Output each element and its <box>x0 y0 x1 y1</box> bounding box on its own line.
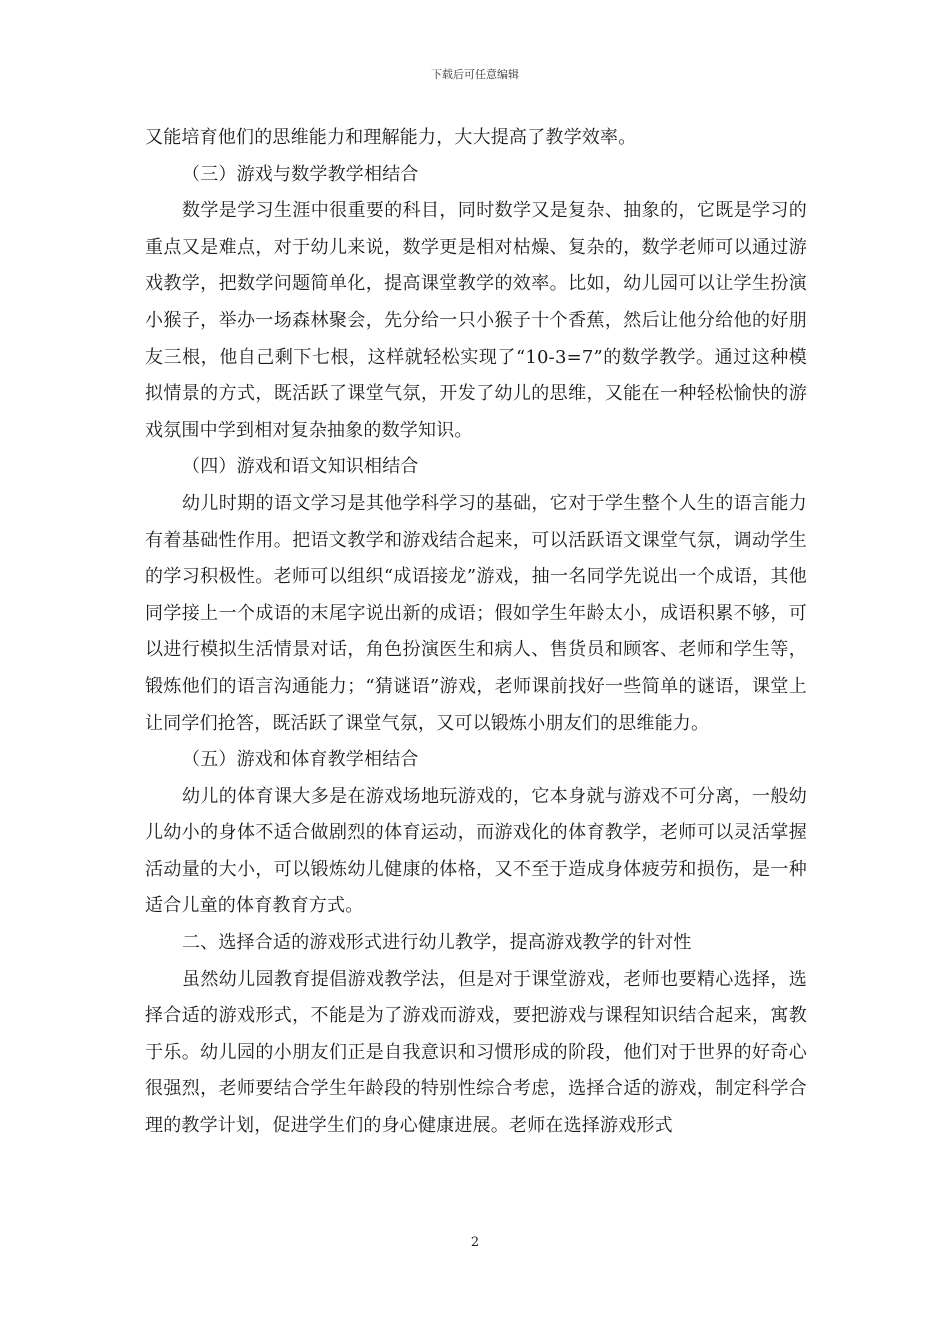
page-header: 下载后可任意编辑 <box>431 68 519 81</box>
paragraph-game-form: 虽然幼儿园教育提倡游戏教学法，但是对于课堂游戏，老师也要精心选择，选择合适的游戏形式，不能是为了游戏而游戏，要把游戏与课程知识结合起来，寓教于乐。幼儿园的小朋友们正是自我意识和习惯形成的阶段，他们对于世界的好奇心很强烈，老师要结合学生年龄段的特别性综合考虑，选择合适的游戏，制定科学合理的教学计划，促进学生们的身心健康进展。老师在选择游戏形式 <box>145 968 807 1137</box>
page-number: 2 <box>470 1235 480 1250</box>
paragraph-pe: 幼儿的体育课大多是在游戏场地玩游戏的，它本身就与游戏不可分离，一般幼儿幼小的身体不适合做剧烈的体育运动，而游戏化的体育教学，老师可以灵活掌握活动量的大小，可以锻炼幼儿健康的体格，又不至于造成身体疲劳和损伤，是一种适合儿童的体育教育方式。 <box>145 785 807 917</box>
section-heading-math: （三）游戏与数学教学相结合 <box>182 163 419 185</box>
section-heading-chinese: （四）游戏和语文知识相结合 <box>182 456 419 478</box>
document-body <box>145 120 807 1145</box>
section-heading-game-form: 二、选择合适的游戏形式进行幼儿教学，提高游戏教学的针对性 <box>182 932 692 954</box>
paragraph-chinese: 幼儿时期的语文学习是其他学科学习的基础，它对于学生整个人生的语言能力有着基础性作用。把语文教学和游戏结合起来，可以活跃语文课堂气氛，调动学生的学习积极性。老师可以组织“成语接龙”游戏，抽一名同学先说出一个成语，其他同学接上一个成语的末尾字说出新的成语；假如学生年龄太小，成语积累不够，可以进行模拟生活情景对话，角色扮演医生和病人、售货员和顾客、老师和学生等，锻炼他们的语言沟通能力；“猜谜语”游戏，老师课前找好一些简单的谜语，课堂上让同学们抢答，既活跃了课堂气氛，又可以锻炼小朋友们的思维能力。 <box>145 492 807 734</box>
paragraph-math: 数学是学习生涯中很重要的科目，同时数学又是复杂、抽象的，它既是学习的重点又是难点，对于幼儿来说，数学更是相对枯燥、复杂的，数学老师可以通过游戏教学，把数学问题简单化，提高课堂教学的效率。比如，幼儿园可以让学生扮演小猴子，举办一场森林聚会，先分给一只小猴子十个香蕉，然后让他分给他的好朋友三根，他自己剩下七根，这样就轻松实现了“10-3=7”的数学教学。通过这种模拟情景的方式，既活跃了课堂气氛，开发了幼儿的思维，又能在一种轻松愉快的游戏氛围中学到相对复杂抽象的数学知识。 <box>145 200 807 441</box>
section-heading-pe: （五）游戏和体育教学相结合 <box>182 749 419 771</box>
paragraph-continuation: 又能培育他们的思维能力和理解能力，大大提高了教学效率。 <box>145 127 637 148</box>
